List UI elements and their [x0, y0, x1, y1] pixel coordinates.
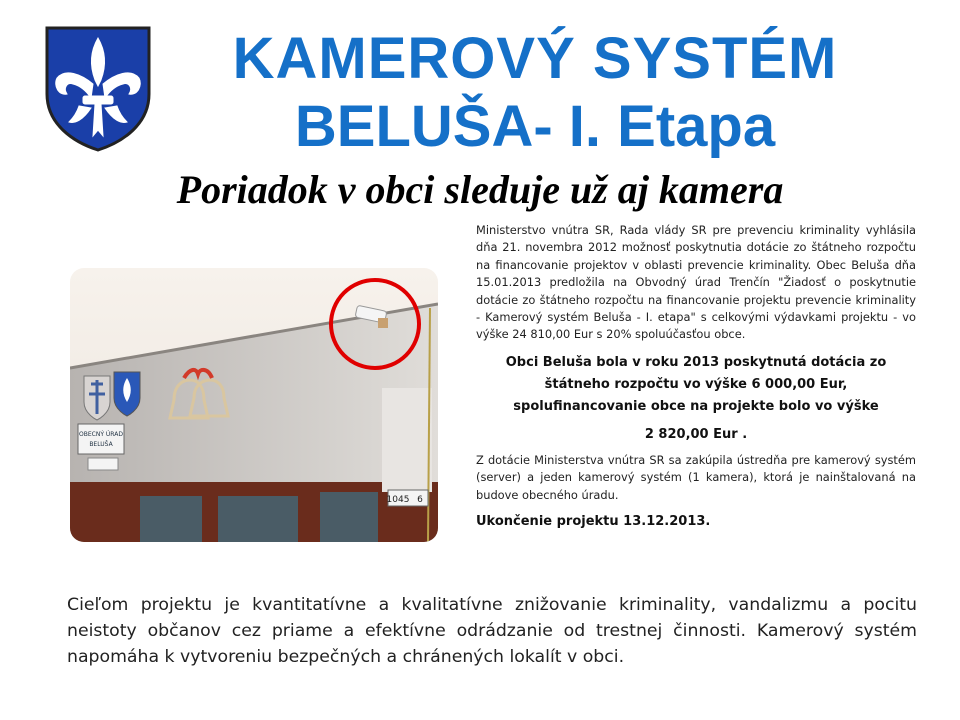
- project-goal: Cieľom projektu je kvantitatívne a kvalitatívne znižovanie kriminality, vandalizmu a pocitu neistoty občanov cez priame a efektívne odrádzanie od trestnej činnosti. Kamerový systém napomáha k vytvoreniu bezpečných a chránených lokalít v obci.: [67, 595, 917, 667]
- building-photo: [70, 268, 438, 542]
- page-title-line1: KAMEROVÝ SYSTÉM: [232, 26, 838, 91]
- intro-paragraph: Ministerstvo vnútra SR, Rada vlády SR pre prevenciu kriminality vyhlásila dňa 21. novembra 2012 možnosť poskytnutia dotácie zo štátneho rozpočtu na financovanie projektov v oblasti prevencie kriminality. Obec Beluša dňa 15.01.2013 predložila na Obvodný úrad Trenčín "Žiadosť o poskytnutie dotácie zo štátneho rozpočtu na financovanie projektu prevencie kriminality - Kamerový systém Beluša - I. etapa" s celkovými výdavkami projektu - vo výške 24 810,00 Eur s 20% spoluúčasťou obce.: [476, 223, 916, 342]
- subsidy-paragraph: [476, 352, 916, 446]
- plaque-line2: BELUŠA: [89, 441, 113, 448]
- house-number-suffix: 6: [417, 495, 423, 505]
- page-subtitle: Poriadok v obci sleduje už aj kamera: [176, 167, 784, 212]
- subsidy-text: Obci Beluša bola v roku 2013 poskytnutá dotácia zo štátneho rozpočtu vo výške 6 000,00 Eur, spolufinancovanie obce na projekte bolo vo výške: [505, 354, 887, 414]
- completion-date: Ukončenie projektu 13.12.2013.: [476, 514, 711, 530]
- house-number: 1045: [386, 495, 410, 505]
- page-title-line2: BELUŠA- I. Etapa: [294, 94, 776, 159]
- purchase-paragraph: Z dotácie Ministerstva vnútra SR sa zakúpila ústredňa pre kamerový systém (server) a jeden kamerový systém (1 kamera), ktorá je nainštalovaná na budove obecného úradu.: [476, 452, 916, 502]
- coat-of-arms-icon: [43, 24, 153, 152]
- subsidy-amount: 2 820,00 Eur .: [644, 426, 748, 442]
- plaque-line1: OBECNÝ ÚRAD: [79, 431, 123, 438]
- project-description: [476, 222, 916, 532]
